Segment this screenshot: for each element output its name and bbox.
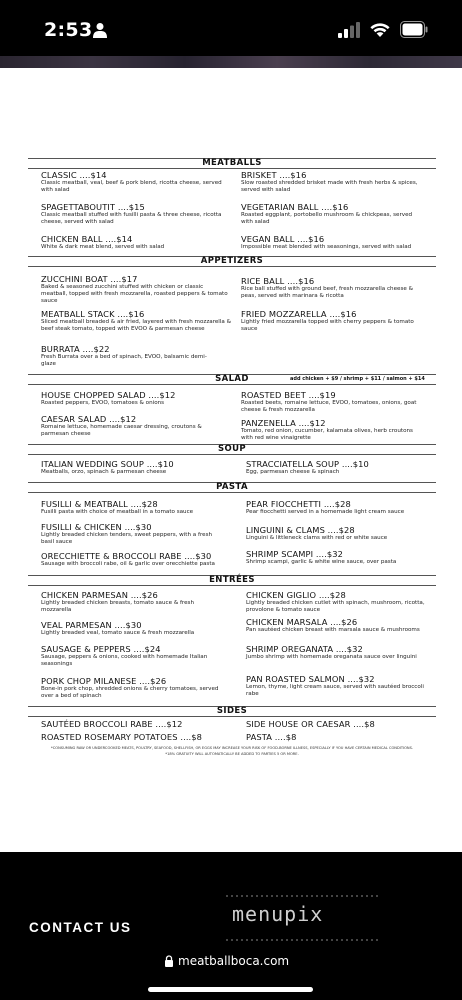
- item-name: ORECCHIETTE & BROCCOLI RABE ....$30: [41, 551, 212, 561]
- section-title: PASTA: [216, 482, 248, 492]
- item-desc: Sausage with broccoli rabe, oil & garlic over orecchiette pasta: [41, 561, 215, 567]
- browser-url-bar[interactable]: [148, 952, 348, 972]
- item-desc: Lightly breaded veal, tomato sauce & fresh mozzarella: [41, 630, 195, 636]
- item-desc: Sausage, peppers & onions, cooked with homemade Italian seasonings: [41, 654, 208, 667]
- item-desc: Lightly breaded chicken tenders, sweet peppers, with a fresh basil sauce: [41, 532, 213, 545]
- menu-item-shrimp-scampi: [246, 549, 426, 566]
- item-desc: Slow roasted shredded brisket made with fresh herbs & spices, served with salad: [241, 180, 418, 193]
- menu-sheet: [0, 68, 462, 852]
- item-name: CHICKEN MARSALA ....$26: [246, 617, 358, 627]
- item-name: ROASTED ROSEMARY POTATOES ....$8: [41, 732, 203, 742]
- item-name: CHICKEN GIGLIO ....$28: [246, 590, 346, 600]
- wifi-icon: [369, 21, 391, 38]
- menu-item-side-house-caesar: [246, 719, 426, 729]
- item-name: PAN ROASTED SALMON ....$32: [246, 674, 375, 684]
- menu-item-vegan-ball: [241, 234, 431, 251]
- item-name: CHICKEN BALL ....$14: [41, 234, 133, 244]
- item-desc: Shrimp scampi, garlic & white wine sauce, over pasta: [246, 559, 397, 565]
- menu-item-classic: [41, 170, 231, 194]
- menu-item-caesar-salad: [41, 414, 216, 438]
- item-desc: Rice ball stuffed with ground beef, fresh mozzarella cheese & peas, served with marinara & ricotta: [241, 286, 413, 299]
- menu-item-chicken-parmesan: [41, 590, 221, 614]
- person-icon: [93, 22, 107, 38]
- item-desc: Roasted beets, romaine lettuce, EVOO, tomatoes, onions, goat cheese & fresh mozzarella: [241, 400, 417, 413]
- menu-item-veal-parmesan: [41, 620, 231, 637]
- url-text: meatballboca.com: [178, 954, 290, 968]
- item-desc: Fresh Burrata over a bed of spinach, EVOO, balsamic demi-glaze: [41, 354, 207, 367]
- menu-item-pan-roasted-salmon: [246, 674, 426, 698]
- item-name: RICE BALL ....$16: [241, 276, 315, 286]
- section-sides: [28, 706, 436, 717]
- section-appetizers: [28, 256, 436, 267]
- section-title: SOUP: [217, 444, 247, 454]
- menu-item-shrimp-oreganata: [246, 644, 426, 661]
- item-desc: Roasted peppers, EVOO, tomatoes & onions: [41, 400, 165, 406]
- item-name: PASTA ....$8: [246, 732, 297, 742]
- item-desc: Romaine lettuce, homemade caesar dressing, croutons & parmesan cheese: [41, 424, 202, 437]
- contact-us-link[interactable]: CONTACT US: [29, 920, 132, 935]
- menu-item-meatball-stack: [41, 309, 231, 333]
- cellular-signal-icon: [338, 22, 360, 38]
- menu-item-fried-mozzarella: [241, 309, 421, 333]
- section-meatballs: [28, 158, 436, 169]
- item-name: BURRATA ....$22: [41, 344, 110, 354]
- menu-item-chicken-giglio: [246, 590, 426, 614]
- item-name: PEAR FIOCCHETTI ....$28: [246, 499, 351, 509]
- item-name: CAESAR SALAD ....$12: [41, 414, 137, 424]
- item-desc: Fusilli pasta with choice of meatball in a tomato sauce: [41, 509, 194, 515]
- item-name: VEGAN BALL ....$16: [241, 234, 325, 244]
- item-name: VEAL PARMESAN ....$30: [41, 620, 142, 630]
- item-name: CHICKEN PARMESAN ....$26: [41, 590, 158, 600]
- section-soup: [28, 444, 436, 455]
- status-time: 2:53: [44, 19, 93, 41]
- status-bar: [0, 0, 462, 56]
- menu-item-chicken-marsala: [246, 617, 426, 634]
- item-desc: Bone-in pork chop, shredded onions & cherry tomatoes, served over a bed of spinach: [41, 686, 219, 699]
- item-desc: Pear fiocchetti served in a homemade light cream sauce: [246, 509, 405, 515]
- menu-item-house-chopped-salad: [41, 390, 231, 407]
- item-name: PORK CHOP MILANESE ....$26: [41, 676, 167, 686]
- disclaimer-gratuity: *18% GRATUITY WILL AUTOMATICALLY BE ADDED TO PARTIES 5 OR MORE.: [165, 752, 299, 756]
- menu-item-roasted-rosemary-potatoes: [41, 732, 231, 742]
- section-salad: [28, 374, 436, 385]
- item-desc: Impossible meat blended with seasonings, served with salad: [241, 244, 412, 250]
- menu-item-burrata: [41, 344, 211, 368]
- salad-addons-note: add chicken + $9 / shrimp + $11 / salmon + $14: [290, 376, 425, 382]
- item-name: SAUTÉED BROCCOLI RABE ....$12: [41, 719, 183, 729]
- item-desc: Classic meatball, veal, beef & pork blend, ricotta cheese, served with salad: [41, 180, 222, 193]
- website-banner-strip: [0, 56, 462, 68]
- item-name: PANZENELLA ....$12: [241, 418, 326, 428]
- item-name: FRIED MOZZARELLA ....$16: [241, 309, 357, 319]
- menu-item-fusilli-chicken: [41, 522, 216, 546]
- item-desc: Jumbo shrimp with homemade oreganata sauce over linguini: [246, 654, 417, 660]
- item-name: SIDE HOUSE OR CAESAR ....$8: [246, 719, 375, 729]
- item-desc: White & dark meat blend, served with salad: [41, 244, 165, 250]
- item-name: FUSILLI & CHICKEN ....$30: [41, 522, 152, 532]
- item-name: SAUSAGE & PEPPERS ....$24: [41, 644, 161, 654]
- item-name: VEGETARIAN BALL ....$16: [241, 202, 349, 212]
- menu-item-rice-ball: [241, 276, 421, 300]
- item-desc: Lightly breaded chicken breasts, tomato sauce & fresh mozzarella: [41, 600, 195, 613]
- item-name: LINGUINI & CLAMS ....$28: [246, 525, 355, 535]
- section-title: ENTRÉES: [209, 575, 255, 585]
- item-name: SHRIMP SCAMPI ....$32: [246, 549, 343, 559]
- item-desc: Tomato, red onion, cucumber, kalamata olives, herb croutons with red wine vinaigrette: [241, 428, 413, 441]
- lock-icon: [164, 955, 174, 967]
- menu-item-linguini-clams: [246, 525, 426, 542]
- menu-item-pork-chop-milanese: [41, 676, 221, 700]
- item-name: FUSILLI & MEATBALL ....$28: [41, 499, 158, 509]
- menu-item-brisket: [241, 170, 421, 194]
- menu-item-sausage-peppers: [41, 644, 216, 668]
- menu-item-zucchini-boat: [41, 274, 231, 305]
- item-name: ROASTED BEET ....$19: [241, 390, 336, 400]
- menu-item-panzenella: [241, 418, 421, 442]
- item-desc: Linguini & littleneck clams with red or white sauce: [246, 535, 388, 541]
- menu-item-roasted-beet: [241, 390, 421, 414]
- menu-item-pasta-side: [246, 732, 426, 742]
- item-name: CLASSIC ....$14: [41, 170, 107, 180]
- item-desc: Lightly breaded chicken cutlet with spinach, mushroom, ricotta, provolone & tomato sauce: [246, 600, 425, 613]
- section-pasta: [28, 482, 436, 493]
- item-name: MEATBALL STACK ....$16: [41, 309, 145, 319]
- menu-item-stracciatella-soup: [246, 459, 421, 476]
- item-desc: Classic meatball stuffed with fusilli pasta & three cheese, ricotta cheese, served with salad: [41, 212, 222, 225]
- item-name: STRACCIATELLA SOUP ....$10: [246, 459, 369, 469]
- item-desc: Sliced meatball breaded & air fried, layered with fresh mozzarella & beef steak tomato, topped with EVOO & parmesan cheese: [41, 319, 231, 332]
- watermark-text: menupix: [232, 902, 324, 926]
- menu-item-fusilli-meatball: [41, 499, 231, 516]
- item-desc: Lightly fried mozzarella topped with cherry peppers & tomato sauce: [241, 319, 414, 332]
- menu-item-sauteed-broccoli-rabe: [41, 719, 231, 729]
- section-title: SIDES: [216, 706, 248, 716]
- section-title: APPETIZERS: [200, 256, 264, 266]
- item-desc: Egg, parmesan cheese & spinach: [246, 469, 340, 475]
- disclaimer-raw-food: *CONSUMING RAW OR UNDERCOOKED MEATS, POULTRY, SEAFOOD, SHELLFISH, OR EGGS MAY INCREASE YOUR RISK OF FOOD-BORNE ILLNESS, ESPECIALLY IF YOU HAVE CERTAIN MEDICAL CONDITIONS.: [50, 746, 414, 750]
- item-name: SHRIMP OREGANATA ....$32: [246, 644, 363, 654]
- item-desc: Pan sautéed chicken breast with marsala sauce & mushrooms: [246, 627, 420, 633]
- item-desc: Baked & seasoned zucchini stuffed with chicken or classic meatball, topped with fresh mozzarella, roasted peppers & tomato sauce: [41, 284, 228, 304]
- menupix-watermark: [222, 890, 382, 946]
- section-entrees: [28, 575, 436, 586]
- item-desc: Lemon, thyme, light cream sauce, served with sautéed broccoli rabe: [246, 684, 424, 697]
- item-desc: Roasted eggplant, portobello mushroom & chickpeas, served with salad: [241, 212, 413, 225]
- section-title: MEATBALLS: [202, 158, 262, 168]
- item-name: SPAGETTABOUTIT ....$15: [41, 202, 145, 212]
- item-name: ITALIAN WEDDING SOUP ....$10: [41, 459, 174, 469]
- item-name: ZUCCHINI BOAT ....$17: [41, 274, 138, 284]
- home-indicator[interactable]: [148, 987, 313, 992]
- menu-item-vegetarian-ball: [241, 202, 421, 226]
- menu-item-spagettaboutit: [41, 202, 231, 226]
- menu-item-chicken-ball: [41, 234, 231, 251]
- menu-item-orecchiette-broccoli-rabe: [41, 551, 231, 568]
- battery-icon: [400, 21, 428, 38]
- section-title: SALAD: [215, 374, 249, 384]
- item-name: BRISKET ....$16: [241, 170, 307, 180]
- menu-item-pear-fiocchetti: [246, 499, 426, 516]
- menu-item-italian-wedding-soup: [41, 459, 231, 476]
- item-name: HOUSE CHOPPED SALAD ....$12: [41, 390, 176, 400]
- item-desc: Meatballs, orzo, spinach & parmesan cheese: [41, 469, 167, 475]
